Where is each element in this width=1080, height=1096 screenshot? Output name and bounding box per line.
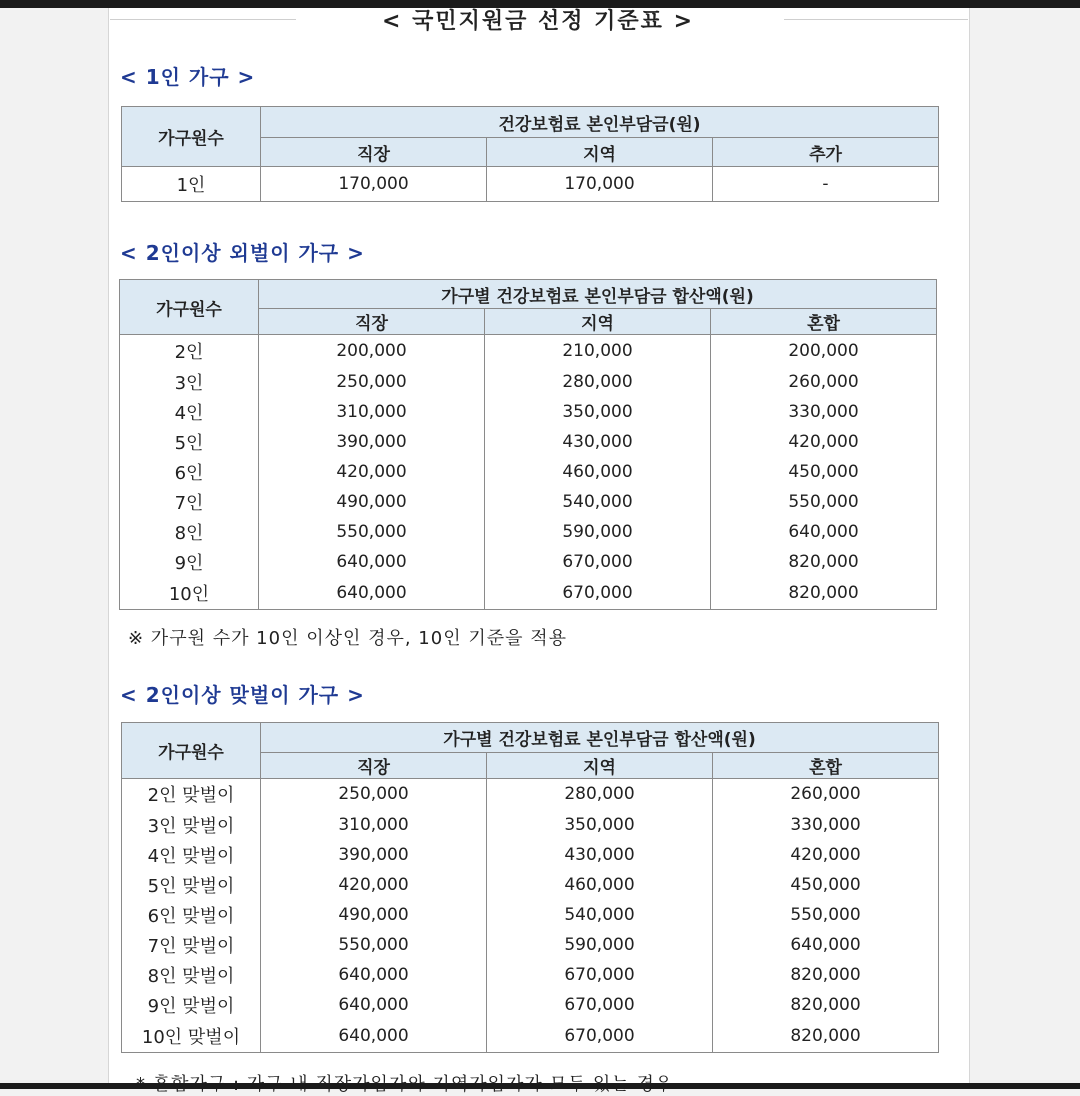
table-cell: 420,000 (711, 427, 937, 457)
table-row (122, 779, 939, 810)
table-row (122, 1020, 939, 1053)
table-cell: 590,000 (487, 930, 713, 960)
document-title: < 국민지원금 선정 기준표 > (381, 9, 695, 34)
section-heading-dual-earner: < 2인이상 맞벌이 가구 > (120, 683, 365, 707)
table-cell: 640,000 (713, 930, 939, 960)
table-cell: 310,000 (261, 810, 487, 840)
row-header-cell: 가구원수 (122, 107, 261, 167)
table-cell: 640,000 (261, 960, 487, 990)
column-header: 직장 (261, 753, 487, 779)
table-cell: 670,000 (485, 547, 711, 577)
table-row (120, 487, 937, 517)
table-row (120, 517, 937, 547)
row-label: 8인 (120, 517, 259, 547)
table-cell: 310,000 (259, 397, 485, 427)
row-label: 6인 맞벌이 (122, 900, 261, 930)
row-label: 7인 (120, 487, 259, 517)
table-cell: 250,000 (259, 367, 485, 397)
table-cell: 670,000 (487, 990, 713, 1020)
table-cell: 460,000 (487, 870, 713, 900)
row-label: 5인 맞벌이 (122, 870, 261, 900)
table-row (120, 457, 937, 487)
section-heading-single-earner: < 2인이상 외벌이 가구 > (120, 241, 365, 265)
row-label: 10인 (120, 577, 259, 610)
table-cell: 640,000 (259, 577, 485, 610)
table-cell: 540,000 (485, 487, 711, 517)
row-label: 3인 (120, 367, 259, 397)
table-cell: 550,000 (259, 517, 485, 547)
table-cell: 460,000 (485, 457, 711, 487)
row-label: 9인 (120, 547, 259, 577)
table-cell: 430,000 (485, 427, 711, 457)
table-cell: 490,000 (259, 487, 485, 517)
table-cell: 490,000 (261, 900, 487, 930)
column-header: 지역 (485, 309, 711, 335)
table-cell: 260,000 (711, 367, 937, 397)
row-label: 2인 맞벌이 (122, 779, 261, 810)
table-cell: 280,000 (485, 367, 711, 397)
single-earner-table (119, 279, 937, 610)
table-cell: 430,000 (487, 840, 713, 870)
single-household-table (121, 106, 939, 202)
row-label: 4인 맞벌이 (122, 840, 261, 870)
section-heading-single: < 1인 가구 > (120, 65, 256, 89)
row-label: 5인 (120, 427, 259, 457)
table-cell: 420,000 (713, 840, 939, 870)
table-row (120, 427, 937, 457)
table-cell: 640,000 (711, 517, 937, 547)
table-cell: - (713, 167, 939, 202)
table-cell: 260,000 (713, 779, 939, 810)
table-cell: 200,000 (711, 335, 937, 367)
table-cell: 200,000 (259, 335, 485, 367)
table-row (122, 990, 939, 1020)
table-cell: 640,000 (259, 547, 485, 577)
table-row (120, 397, 937, 427)
bottom-bar (0, 1083, 1080, 1089)
table-cell: 390,000 (261, 840, 487, 870)
table-cell: 390,000 (259, 427, 485, 457)
table-cell: 820,000 (713, 990, 939, 1020)
column-header: 혼합 (713, 753, 939, 779)
table-footnote: ※ 가구원 수가 10인 이상인 경우, 10인 기준을 적용 (128, 628, 567, 649)
table-row (122, 930, 939, 960)
table-cell: 420,000 (259, 457, 485, 487)
table-cell: 670,000 (487, 1020, 713, 1053)
table-cell: 450,000 (711, 457, 937, 487)
table-cell: 330,000 (711, 397, 937, 427)
table-cell: 350,000 (485, 397, 711, 427)
table-cell: 170,000 (261, 167, 487, 202)
column-header: 추가 (713, 138, 939, 167)
row-label: 6인 (120, 457, 259, 487)
table-row (122, 960, 939, 990)
table-cell: 550,000 (261, 930, 487, 960)
column-header: 직장 (259, 309, 485, 335)
column-header: 직장 (261, 138, 487, 167)
table-row (120, 367, 937, 397)
column-header: 혼합 (711, 309, 937, 335)
table-cell: 550,000 (711, 487, 937, 517)
table-cell: 280,000 (487, 779, 713, 810)
row-label: 2인 (120, 335, 259, 367)
table-cell: 670,000 (487, 960, 713, 990)
table-cell: 540,000 (487, 900, 713, 930)
group-header-cell: 가구별 건강보험료 본인부담금 합산액(원) (261, 723, 939, 753)
group-header-cell: 가구별 건강보험료 본인부담금 합산액(원) (259, 280, 937, 309)
table-cell: 640,000 (261, 1020, 487, 1053)
row-header-cell: 가구원수 (122, 723, 261, 779)
table-cell: 170,000 (487, 167, 713, 202)
table-cell: 820,000 (711, 577, 937, 610)
table-cell: 250,000 (261, 779, 487, 810)
table-cell: 550,000 (713, 900, 939, 930)
table-cell: 820,000 (713, 960, 939, 990)
table-cell: 640,000 (261, 990, 487, 1020)
row-label: 9인 맞벌이 (122, 990, 261, 1020)
table-cell: 820,000 (713, 1020, 939, 1053)
table-row (122, 870, 939, 900)
table-row (122, 900, 939, 930)
row-label: 1인 (122, 167, 261, 202)
row-label: 7인 맞벌이 (122, 930, 261, 960)
table-row (120, 547, 937, 577)
table-cell: 670,000 (485, 577, 711, 610)
top-status-bar (0, 0, 1080, 8)
table-cell: 330,000 (713, 810, 939, 840)
row-label: 3인 맞벌이 (122, 810, 261, 840)
table-cell: 350,000 (487, 810, 713, 840)
table-row (122, 810, 939, 840)
group-header-cell: 건강보험료 본인부담금(원) (261, 107, 939, 138)
row-header-cell: 가구원수 (120, 280, 259, 335)
table-cell: 820,000 (711, 547, 937, 577)
column-header: 지역 (487, 138, 713, 167)
table-cell: 590,000 (485, 517, 711, 547)
table-row (122, 840, 939, 870)
row-label: 10인 맞벌이 (122, 1020, 261, 1053)
table-row (120, 335, 937, 367)
dual-earner-table (121, 722, 939, 1053)
column-header: 지역 (487, 753, 713, 779)
table-cell: 420,000 (261, 870, 487, 900)
table-row (120, 577, 937, 610)
row-label: 8인 맞벌이 (122, 960, 261, 990)
table-cell: 450,000 (713, 870, 939, 900)
row-label: 4인 (120, 397, 259, 427)
table-cell: 210,000 (485, 335, 711, 367)
table-row (122, 167, 939, 202)
